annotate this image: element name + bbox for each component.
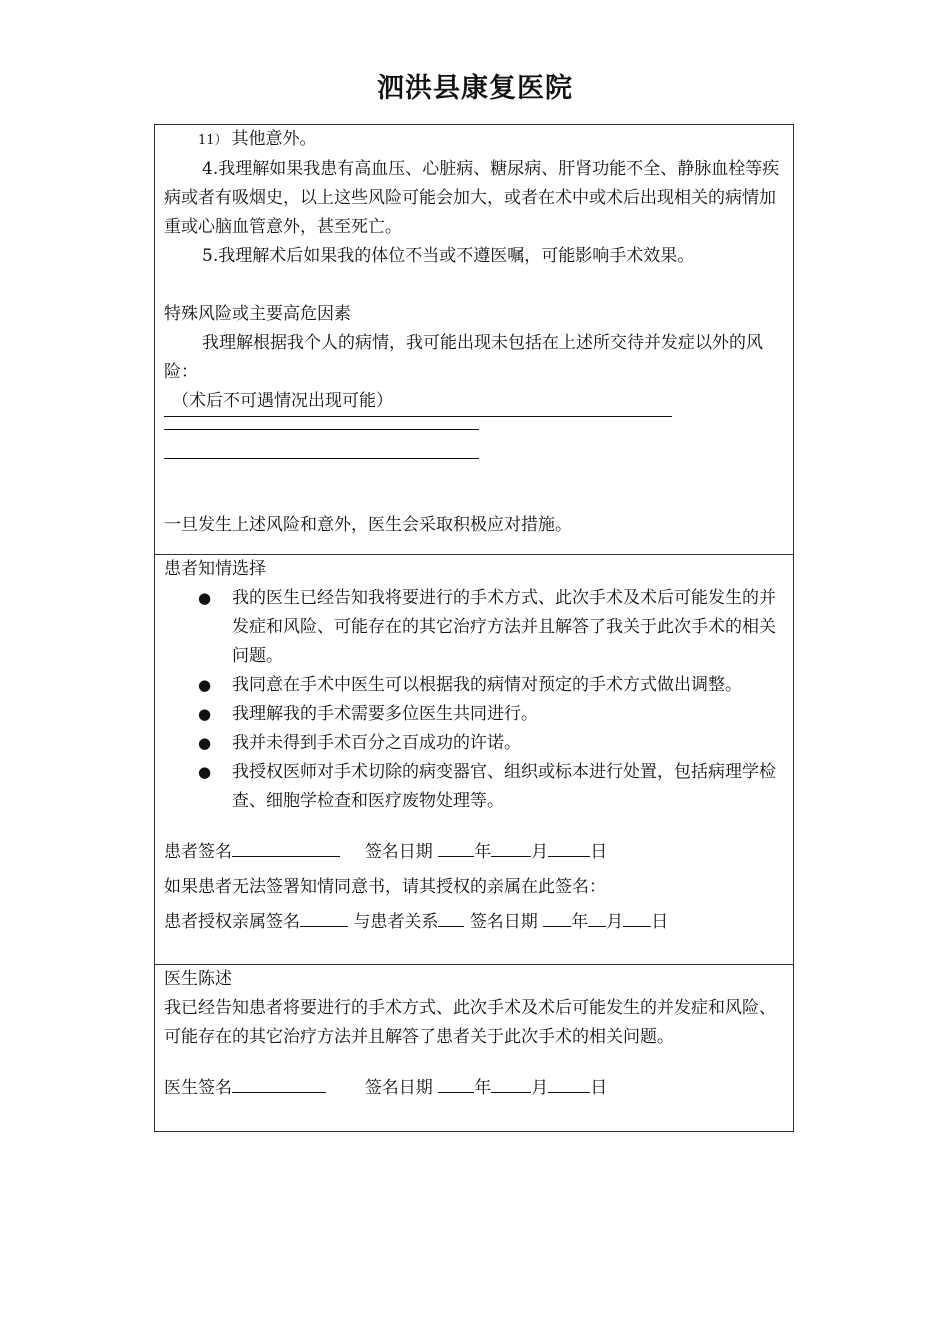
list-item: ● 我同意在手术中医生可以根据我的病情对预定的手术方式做出调整。 — [164, 671, 784, 700]
list-item: ● 我理解我的手术需要多位医生共同进行。 — [164, 700, 784, 729]
proxy-signature-field[interactable] — [300, 908, 348, 927]
patient-sign-year-field[interactable] — [438, 838, 474, 857]
proxy-note: 如果患者无法签署知情同意书，请其授权的亲属在此签名： — [164, 877, 606, 897]
doctor-statement-cell — [155, 965, 793, 1131]
item-11-number: 11） — [198, 133, 228, 148]
special-risk-heading: 特殊风险或主要高危因素 — [164, 304, 351, 324]
doctor-statement-text: 我已经告知患者将要进行的手术方式、此次手术及术后可能发生的并发症和风险、可能存在的其它治疗方法并且解答了患者关于此次手术的相关问题。 — [164, 998, 776, 1047]
page-title: 泗洪县康复医院 — [377, 73, 573, 104]
bullet-icon: ● — [198, 676, 212, 694]
proxy-sign-year-field[interactable] — [543, 908, 571, 927]
paragraph-5: 5.我理解术后如果我的体位不当或不遵医嘱，可能影响手术效果。 — [202, 246, 695, 266]
list-item: ● 我并未得到手术百分之百成功的许诺。 — [164, 729, 784, 758]
bullet-icon: ● — [198, 589, 212, 607]
proxy-signature-row: 患者授权亲属签名 与患者关系 签名日期 年 月 日 — [164, 908, 784, 937]
choice-list — [164, 584, 784, 816]
proxy-sign-month-field[interactable] — [588, 908, 606, 927]
doctor-sign-month-field[interactable] — [491, 1074, 531, 1093]
doctor-sign-day-field[interactable] — [548, 1074, 590, 1093]
patient-sign-month-field[interactable] — [491, 838, 531, 857]
patient-sign-day-field[interactable] — [548, 838, 590, 857]
patient-signature-row: 患者签名 签名日期 年 月 日 — [164, 838, 784, 867]
bullet-icon: ● — [198, 763, 212, 781]
consent-form-table — [154, 124, 794, 1132]
bullet-icon: ● — [198, 705, 212, 723]
item-11-text: 其他意外。 — [231, 129, 317, 149]
doctor-signature-field[interactable] — [232, 1074, 326, 1093]
list-item: ● 我授权医师对手术切除的病变器官、组织或标本进行处置，包括病理学检查、细胞学检查和医疗废物处理等。 — [164, 758, 784, 816]
bullet-icon: ● — [198, 734, 212, 752]
item-11 — [164, 125, 784, 155]
patient-choice-cell — [155, 555, 793, 965]
proxy-sign-day-field[interactable] — [623, 908, 651, 927]
patient-choice-heading: 患者知情选择 — [164, 559, 266, 579]
doctor-statement-heading: 医生陈述 — [164, 969, 232, 989]
doctor-sign-year-field[interactable] — [438, 1074, 474, 1093]
doctor-signature-row: 医生签名 签名日期 年 月 日 — [164, 1074, 784, 1103]
special-risk-fill: （术后不可遇情况出现可能） — [164, 387, 672, 417]
risks-cell — [155, 125, 793, 555]
special-risk-text: 我理解根据我个人的病情，我可能出现未包括在上述所交待并发症以外的风险： — [164, 333, 763, 382]
patient-signature-field[interactable] — [232, 838, 340, 857]
list-item: ● 我的医生已经告知我将要进行的手术方式、此次手术及术后可能发生的并发症和风险、可能存在的其它治疗方法并且解答了我关于此次手术的相关问题。 — [164, 584, 784, 671]
closing-statement: 一旦发生上述风险和意外，医生会采取积极应对措施。 — [164, 515, 572, 535]
relation-field[interactable] — [438, 908, 464, 927]
paragraph-4: 4.我理解如果我患有高血压、心脏病、糖尿病、肝肾功能不全、静脉血栓等疾病或者有吸烟史，以上这些风险可能会加大，或者在术中或术后出现相关的病情加重或心脑血管意外，甚至死亡。 — [164, 159, 780, 237]
